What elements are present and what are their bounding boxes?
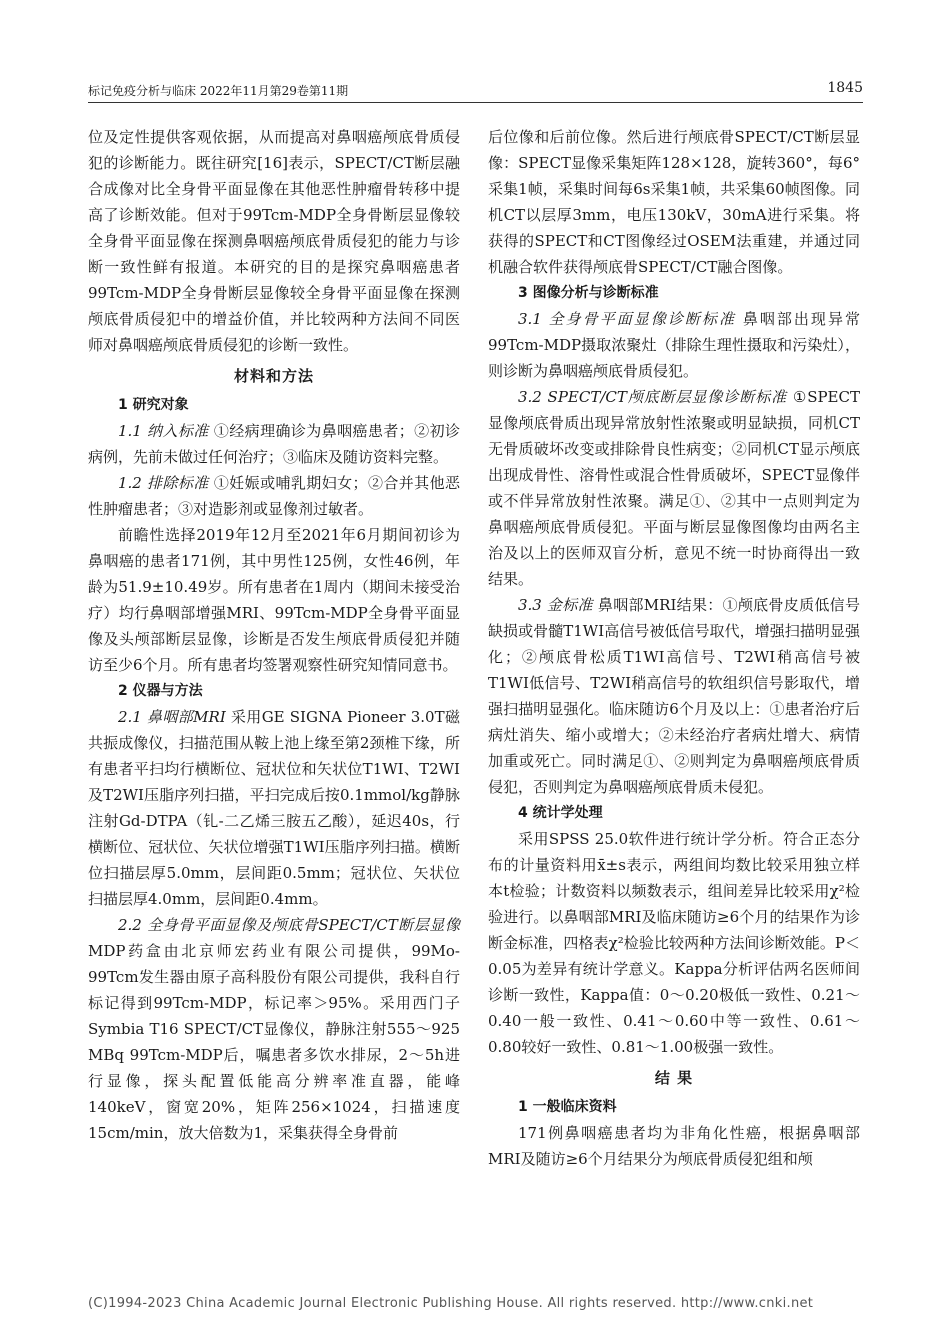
imaging-continued: 后位像和后前位像。然后进行颅底骨SPECT/CT断层显像：SPECT显像采集矩阵128×128，旋转360°，每6°采集1帧，采集时间每6s采集1帧，共采集60帧图像。同机CT以层厚3mm，电压130kV，30mA进行采集。将获得的SPECT和CT图像经过OSEM法重建，并通过同机融合软件获得颅底骨SPECT/CT融合图像。 [488, 128, 860, 276]
subjects-paragraph: 前瞻性选择2019年12月至2021年6月期间初诊为鼻咽癌的患者171例，其中男性125例，女性46例，年龄为51.9±10.49岁。所有患者在1周内（期间未接受治疗）均行鼻咽部增强MRI、99Tcm-MDP全身骨平面显像及头颅部断层显像，诊断是否发生颅底骨质侵犯并随访至少6个月。所有患者均签署观察性研究知情同意书。 [88, 526, 460, 674]
exclusion-text: ①妊娠或哺乳期妇女；②合并其他恶性肿瘤患者；③对造影剂或显像剂过敏者。 [88, 474, 460, 518]
planar-title: 3.1 全身骨平面显像诊断标准 [518, 310, 736, 328]
results-paragraph: 171例鼻咽癌患者均为非角化性癌，根据鼻咽部MRI及随访≥6个月结果分为颅底骨质侵犯组和颅 [488, 1124, 860, 1168]
inclusion-text: ①经病理确诊为鼻咽癌患者；②初诊病例，先前未做过任何治疗；③临床及随访资料完整。 [88, 422, 460, 466]
heading-subjects: 1 研究对象 [118, 397, 189, 413]
spect-criteria [488, 384, 860, 592]
journal-info: 标记免疫分析与临床 2022年11月第29卷第11期 [88, 84, 349, 98]
heading-analysis: 3 图像分析与诊断标准 [518, 285, 659, 301]
inclusion-criteria [88, 418, 460, 470]
gold-title: 3.3 金标准 [518, 596, 593, 614]
heading-clinical-data: 1 一般临床资料 [518, 1099, 617, 1115]
page-number: 1845 [827, 80, 863, 96]
copyright-footer: (C)1994-2023 China Academic Journal Electronic Publishing House. All rights reserved. http://www.cnki.net [88, 1296, 814, 1311]
left-column [88, 124, 460, 1146]
spect-title: 3.2 SPECT/CT颅底断层显像诊断标准 [518, 388, 788, 406]
spect-text: ①SPECT显像颅底骨质出现异常放射性浓聚或明显缺损，同机CT无骨质破坏改变或排除骨良性病变；②同机CT显示颅底出现成骨性、溶骨性或混合性骨质破坏，SPECT显像伴或不伴异常放射性浓聚。满足①、②其中一点则判定为鼻咽癌颅底骨质侵犯。平面与断层显像图像均由两名主治及以上的医师双盲分析，意见不统一时协商得出一致结果。 [488, 388, 860, 588]
imaging-title: 2.2 全身骨平面显像及颅底骨SPECT/CT断层显像 [118, 916, 460, 934]
gold-standard [488, 592, 860, 800]
planar-criteria [488, 306, 860, 384]
mri-text: 采用GE SIGNA Pioneer 3.0T磁共振成像仪，扫描范围从鞍上池上缘至第2颈椎下缘，所有患者平扫均行横断位、冠状位和矢状位T1WI、T2WI及T2WI压脂序列扫描，平扫完成后按0.1mmol/kg静脉注射Gd-DTPA（钆-二乙烯三胺五乙酸），延迟40s，行横断位、冠状位、矢状位增强T1WI压脂序列扫描。横断位扫描层厚5.0mm，层间距0.5mm；冠状位、矢状位扫描层厚4.0mm，层间距0.4mm。 [88, 708, 460, 908]
inclusion-title: 1.1 纳入标准 [118, 422, 209, 440]
exclusion-title: 1.2 排除标准 [118, 474, 209, 492]
heading-instruments: 2 仪器与方法 [118, 683, 203, 699]
gold-text: 鼻咽部MRI结果：①颅底骨皮质低信号缺损或骨髓T1WI高信号被低信号取代，增强扫描明显强化；②颅底骨松质T1WI高信号、T2WI稍高信号被T1WI低信号、T2WI稍高信号的软组织信号影取代，增强扫描明显强化。临床随访6个月及以上：①患者治疗后病灶消失、缩小或增大；②未经治疗者病灶增大、病情加重或死亡。同时满足①、②则判定为鼻咽癌颅底骨质侵犯，否则判定为鼻咽癌颅底骨质未侵犯。 [488, 596, 860, 796]
mri-paragraph [88, 704, 460, 912]
section-heading-results: 结 果 [654, 1069, 694, 1087]
imaging-paragraph [88, 912, 460, 1146]
imaging-text: MDP药盒由北京师宏药业有限公司提供，99Mo-99Tcm发生器由原子高科股份有限公司提供，我科自行标记得到99Tcm-MDP，标记率＞95%。采用西门子Symbia T16 SPECT/CT显像仪，静脉注射555～925 MBq 99Tcm-MDP后，嘱患者多饮水排尿，2～5h进行显像，探头配置低能高分辨率准直器，能峰140keV，窗宽20%，矩阵256×1024，扫描速度15cm/min，放大倍数为1，采集获得全身骨前 [88, 942, 460, 1142]
section-heading-methods: 材料和方法 [233, 367, 314, 385]
statistics-paragraph: 采用SPSS 25.0软件进行统计学分析。符合正态分布的计量资料用x̄±s表示，两组间均数比较采用独立样本t检验；计数资料以频数表示，组间差异比较采用χ²检验进行。以鼻咽部MRI及临床随访≥6个月的结果作为诊断金标准，四格表χ²检验比较两种方法间诊断效能。P＜0.05为差异有统计学意义。Kappa分析评估两名医师间诊断一致性，Kappa值：0～0.20极低一致性、0.21～0.40一般一致性、0.41～0.60中等一致性、0.61～0.80较好一致性、0.81～1.00极强一致性。 [488, 830, 860, 1056]
right-column [488, 124, 860, 1172]
planar-text: 鼻咽部出现异常99Tcm-MDP摄取浓聚灶（排除生理性摄取和污染灶），则诊断为鼻咽癌颅底骨质侵犯。 [488, 310, 860, 380]
running-header [88, 80, 863, 103]
heading-statistics: 4 统计学处理 [518, 805, 603, 821]
mri-title: 2.1 鼻咽部MRI [118, 708, 226, 726]
exclusion-criteria [88, 470, 460, 522]
intro-paragraph: 位及定性提供客观依据，从而提高对鼻咽癌颅底骨质侵犯的诊断能力。既往研究[16]表示，SPECT/CT断层融合成像对比全身骨平面显像在其他恶性肿瘤骨转移中提高了诊断效能。但对于99Tcm-MDP全身骨断层显像较全身骨平面显像在探测鼻咽癌颅底骨质侵犯的能力与诊断一致性鲜有报道。本研究的目的是探究鼻咽癌患者99Tcm-MDP全身骨断层显像较全身骨平面显像在探测颅底骨质侵犯中的增益价值，并比较两种方法间不同医师对鼻咽癌颅底骨质侵犯的诊断一致性。 [88, 128, 460, 354]
